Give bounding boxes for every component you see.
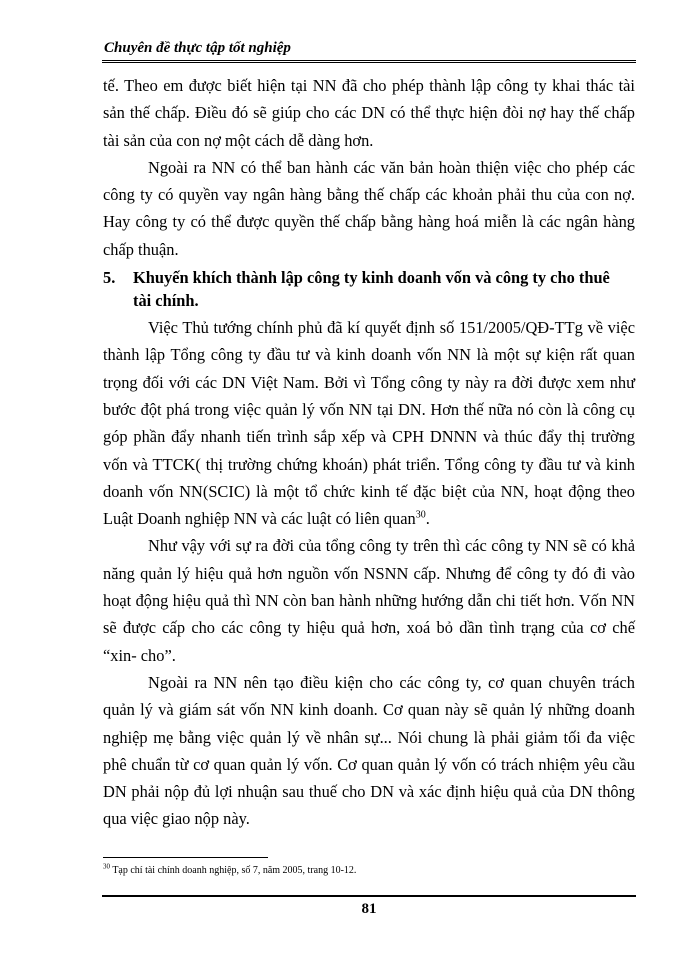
header-rule bbox=[102, 60, 636, 63]
page-body bbox=[103, 72, 635, 833]
header-title: Chuyên đề thực tập tốt nghiệp bbox=[104, 40, 291, 56]
page-number: 81 bbox=[361, 901, 377, 917]
paragraph-3: Việc Thủ tướng chính phủ đã kí quyết định số 151/2005/QĐ-TTg về việc thành lập Tổng công ty đầu tư và kinh doanh vốn NN là một sự kiện rất quan trọng đối với các DN Việt Nam. Bởi vì Tổng công ty này ra đời được xem như bước đột phá trong việc quản lý vốn NN tại DN. Hơn thế nữa nó còn là công cụ góp phần đẩy nhanh tiến trình sắp xếp và CPH DNNN và thúc đẩy thị trường vốn và TTCK( thị trường chứng khoán) phát triển. Tổng công ty đầu tư và kinh doanh vốn NN(SCIC) là một tổ chức kinh tế đặc biệt của NN, hoạt động theo Luật Doanh nghiệp NN và các luật có liên quan$^{30}$. bbox=[103, 318, 635, 529]
page-header bbox=[102, 38, 636, 63]
footer-rule bbox=[102, 895, 636, 897]
paragraph-1: tế. Theo em được biết hiện tại NN đã cho phép thành lập công ty khai thác tài sản thế chấp. Điều đó sẽ giúp cho các DN có thể thực hiện đòi nợ hay thế chấp tài sản của con nợ một cách dễ dàng hơn. bbox=[103, 76, 635, 150]
section-heading bbox=[103, 266, 635, 312]
footnote-number: 30 bbox=[103, 862, 110, 871]
footnote-reference[interactable]: 30 bbox=[415, 509, 426, 521]
footnote-text: Tạp chí tài chính doanh nghiệp, số 7, năm 2005, trang 10-12. bbox=[110, 865, 357, 876]
paragraph-4: Như vậy với sự ra đời của tổng công ty trên thì các công ty NN sẽ có khả năng quản lý hiệu quả hơn nguồn vốn NSNN cấp. Nhưng để công ty đó đi vào hoạt động hiệu quả thì NN còn ban hành những hướng dẫn chi tiết hơn. Vốn NN sẽ được cấp cho các công ty hiệu quả hơn, xoá bỏ dần tình trạng của cơ chế “xin- cho”. bbox=[103, 536, 635, 665]
paragraph-5: Ngoài ra NN nên tạo điều kiện cho các công ty, cơ quan chuyên trách quản lý và giám sát vốn NN kinh doanh. Cơ quan này sẽ quản lý những doanh nghiệp mẹ bằng việc quản lý về nhân sự... Nói chung là phải giảm tối đa việc phê chuẩn từ cơ quan quản lý vốn. Cơ quan quản lý vốn có trách nhiệm yêu cầu DN phải nộp đủ lợi nhuận sau thuế cho DN và xác định hiệu quả của DN thông qua việc giao nộp này. bbox=[103, 672, 635, 829]
paragraph-3-text: Việc Thủ tướng chính phủ đã kí quyết định số 151/2005/QĐ-TTg về việc thành lập Tổng công ty đầu tư và kinh doanh vốn NN là một sự kiện rất quan trọng đối với các DN Việt Nam. Bởi vì Tổng công ty này ra đời được xem như bước đột phá trong việc quản lý vốn NN tại DN. Hơn thế nữa nó còn là công cụ góp phần đẩy nhanh tiến trình sắp xếp và CPH DNNN và thúc đẩy thị trường vốn và TTCK( thị trường chứng khoán) phát triển. Tổng công ty đầu tư và kinh doanh vốn NN(SCIC) là một tổ chức kinh tế đặc biệt của NN, hoạt động theo Luật Doanh nghiệp NN và các luật có liên quan bbox=[103, 318, 635, 529]
paragraph-2: Ngoài ra NN có thể ban hành các văn bản hoàn thiện việc cho phép các công ty có quyền vay ngân hàng bằng thế chấp các khoản phải thu của con nợ. Hay công ty có thể được quyền thế chấp bằng hàng hoá miễn là các ngân hàng chấp thuận. bbox=[103, 157, 635, 259]
footnote bbox=[103, 864, 356, 878]
footnote-separator bbox=[103, 857, 268, 858]
section-title: Khuyến khích thành lập công ty kinh doanh vốn và công ty cho thuê tài chính. bbox=[133, 268, 610, 311]
section-number: 5. bbox=[103, 268, 116, 288]
